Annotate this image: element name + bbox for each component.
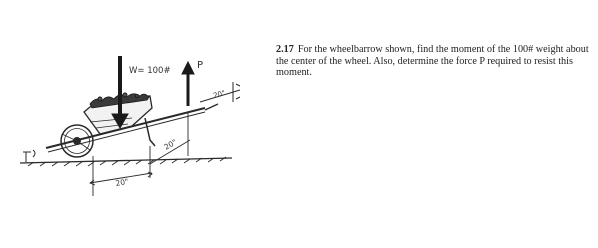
left-dimension-mark: [23, 150, 35, 162]
ground: [20, 157, 232, 166]
weight-label: W= 100#: [129, 66, 171, 76]
problem-text: For the wheelbarrow shown, find the moment of the 100# weight about the center of the wheel. Also, determine the force P required to resist this moment.: [276, 44, 589, 79]
force-p-arrow: [182, 62, 194, 106]
handle-dim-label: 20": [212, 89, 227, 100]
problem-number: 2.17: [276, 44, 294, 55]
problem-statement: [276, 44, 592, 79]
slope-dim-label: 20": [162, 137, 179, 152]
weight-arrow: [112, 56, 128, 128]
force-label: P: [197, 60, 204, 71]
horizontal-dim-label: 20": [114, 176, 130, 188]
